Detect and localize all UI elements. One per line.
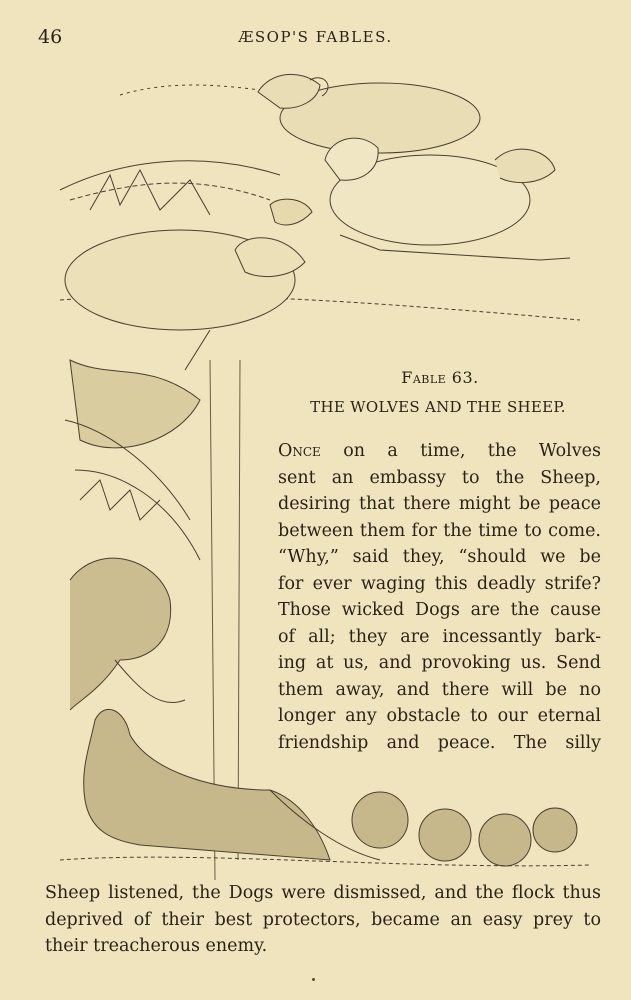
initial-word: Once	[278, 441, 321, 461]
fable-body	[278, 438, 601, 756]
body-line: their treacherous enemy.	[45, 936, 268, 956]
fable-number: Fable 63.	[401, 368, 479, 387]
body-line: friendship and peace. The silly	[278, 732, 601, 753]
page-dot	[312, 978, 315, 981]
body-line: Once on a time, the Wolves	[278, 441, 601, 461]
body-line: them away, and there will be no	[278, 679, 601, 700]
body-line: Those wicked Dogs are the cause	[278, 600, 601, 620]
fable-title: THE WOLVES AND THE SHEEP.	[310, 398, 566, 416]
body-line: “Why,” said they, “should we be	[278, 547, 601, 567]
body-line: desiring that there might be peace	[278, 494, 601, 514]
body-line: Sheep listened, the Dogs were dismissed, and the flock thus	[45, 883, 601, 903]
page-number: 46	[38, 26, 63, 48]
body-line: between them for the time to come.	[278, 520, 601, 541]
body-line: ing at us, and provoking us. Send	[278, 653, 601, 673]
body-line: deprived of their best protectors, became an easy prey to	[45, 909, 601, 930]
running-title: ÆSOP'S FABLES.	[238, 28, 393, 46]
body-line: for ever waging this deadly strife?	[278, 573, 601, 594]
body-line: sent an embassy to the Sheep,	[278, 467, 601, 488]
body-line: longer any obstacle to our eternal	[278, 706, 601, 726]
fable-continuation	[45, 880, 601, 960]
body-line: of all; they are incessantly bark-	[278, 626, 601, 647]
